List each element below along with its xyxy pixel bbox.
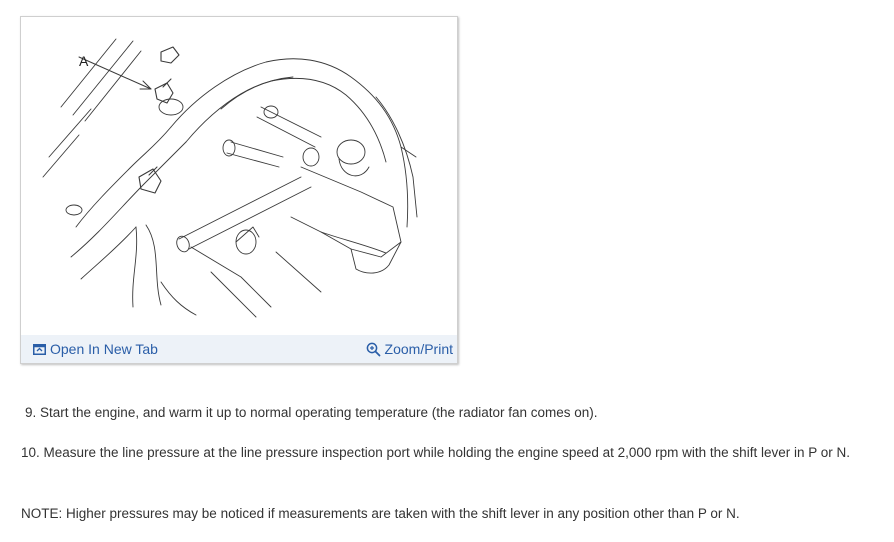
zoom-print-link[interactable] [366,341,453,357]
open-in-new-tab-link[interactable] [33,341,158,357]
callout-label-a: A [79,53,89,69]
zoom-in-icon [366,342,381,357]
step-9-text: 9. Start the engine, and warm it up to normal operating temperature (the radiator fan comes on). [25,405,598,420]
open-in-new-tab-label: Open In New Tab [50,341,158,357]
open-in-new-tab-icon [33,344,46,355]
zoom-print-label: Zoom/Print [384,341,453,357]
note-text: NOTE: Higher pressures may be noticed if measurements are taken with the shift lever in any position other than P or N. [21,506,740,521]
step-10-text: 10. Measure the line pressure at the line pressure inspection port while holding the engine speed at 2,000 rpm with the shift lever in P or N. [21,445,850,460]
line-pressure-port-diagram[interactable] [21,17,457,335]
figure-card [20,16,458,364]
figure-toolbar [21,335,457,363]
